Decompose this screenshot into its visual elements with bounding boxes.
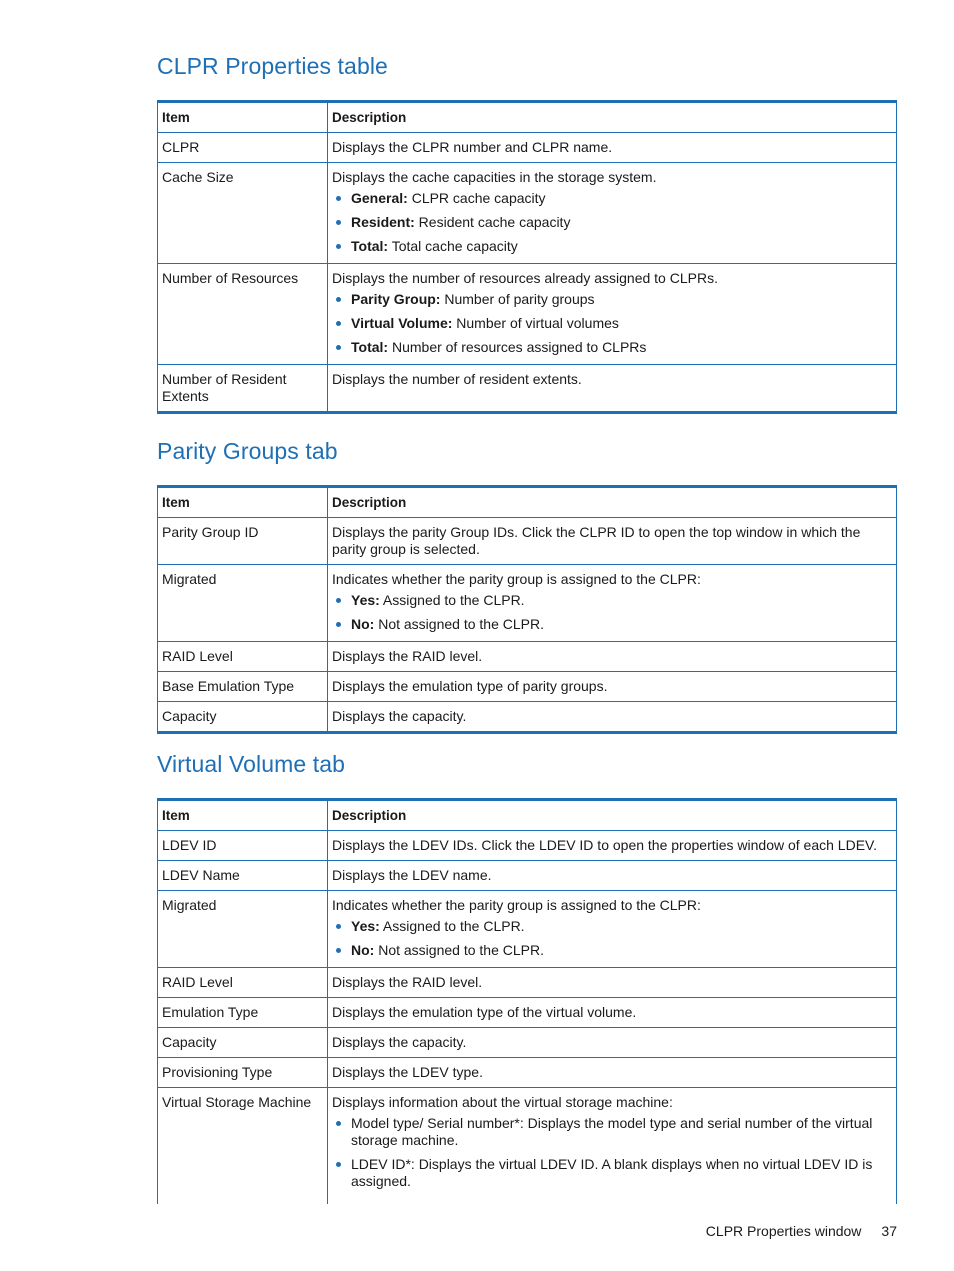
row-description: Displays the number of resident extents. (328, 365, 897, 413)
row-description (328, 1088, 897, 1205)
row-item: Capacity (158, 1028, 328, 1058)
list-item (351, 616, 892, 633)
bullet-term: General: (351, 190, 408, 206)
row-item: RAID Level (158, 968, 328, 998)
bullet-term: Yes: (351, 592, 380, 608)
row-description (328, 163, 897, 264)
table-row (158, 365, 897, 413)
row-description: Displays the RAID level. (328, 642, 897, 672)
row-description: Displays the emulation type of the virtual volume. (328, 998, 897, 1028)
clpr-properties-table (157, 100, 897, 414)
column-header-description: Description (328, 487, 897, 518)
list-item (351, 291, 892, 308)
row-item: Virtual Storage Machine (158, 1088, 328, 1205)
table-row (158, 518, 897, 565)
table-row (158, 133, 897, 163)
table-row (158, 968, 897, 998)
description-text: Indicates whether the parity group is assigned to the CLPR: (332, 897, 701, 913)
table-header-row (158, 800, 897, 831)
bullet-term: Virtual Volume: (351, 315, 453, 331)
bullet-text: Number of parity groups (440, 291, 595, 307)
list-item (351, 190, 892, 207)
table-row (158, 1058, 897, 1088)
row-item: CLPR (158, 133, 328, 163)
bullet-text: CLPR cache capacity (407, 190, 546, 206)
column-header-item: Item (158, 102, 328, 133)
bullet-term: Parity Group: (351, 291, 441, 307)
table-row (158, 1028, 897, 1058)
row-item: Parity Group ID (158, 518, 328, 565)
clpr-properties-heading: CLPR Properties table (157, 53, 388, 79)
row-item: Migrated (158, 565, 328, 642)
bullet-text: Resident cache capacity (414, 214, 571, 230)
bullet-text: Assigned to the CLPR. (379, 918, 525, 934)
row-description: Displays the CLPR number and CLPR name. (328, 133, 897, 163)
row-item: Number of Resident Extents (158, 365, 328, 413)
row-item: Cache Size (158, 163, 328, 264)
list-item: LDEV ID*: Displays the virtual LDEV ID. A blank displays when no virtual LDEV ID is assigned. (351, 1156, 892, 1190)
bullet-list (332, 1115, 892, 1190)
bullet-term: No: (351, 616, 375, 632)
list-item (351, 238, 892, 255)
row-description (328, 264, 897, 365)
row-description: Displays the capacity. (328, 1028, 897, 1058)
list-item: Model type/ Serial number*: Displays the model type and serial number of the virtual storage machine. (351, 1115, 892, 1149)
row-item: Capacity (158, 702, 328, 733)
bullet-term: Resident: (351, 214, 415, 230)
table-header-row (158, 102, 897, 133)
table-row (158, 163, 897, 264)
parity-groups-heading: Parity Groups tab (157, 438, 338, 464)
table-row (158, 831, 897, 861)
row-description: Displays the parity Group IDs. Click the CLPR ID to open the top window in which the parity group is selected. (328, 518, 897, 565)
bullet-list (332, 190, 892, 255)
bullet-list (332, 291, 892, 356)
list-item (351, 918, 892, 935)
virtual-volume-table (157, 798, 897, 1204)
list-item (351, 214, 892, 231)
column-header-item: Item (158, 487, 328, 518)
bullet-text: Assigned to the CLPR. (379, 592, 525, 608)
bullet-list (332, 592, 892, 633)
column-header-item: Item (158, 800, 328, 831)
bullet-text: Not assigned to the CLPR. (374, 616, 544, 632)
bullet-text: Not assigned to the CLPR. (374, 942, 544, 958)
row-item: Emulation Type (158, 998, 328, 1028)
row-description: Displays the capacity. (328, 702, 897, 733)
table-row (158, 672, 897, 702)
bullet-term: Total: (351, 339, 389, 355)
bullet-text: Number of virtual volumes (452, 315, 619, 331)
page-footer (686, 1223, 897, 1239)
table-row (158, 565, 897, 642)
table-header-row (158, 487, 897, 518)
description-text: Displays information about the virtual storage machine: (332, 1094, 673, 1110)
table-row (158, 998, 897, 1028)
description-text: Displays the number of resources already assigned to CLPRs. (332, 270, 718, 286)
bullet-text: Total cache capacity (388, 238, 518, 254)
table-row (158, 891, 897, 968)
bullet-term: Yes: (351, 918, 380, 934)
list-item (351, 592, 892, 609)
row-item: RAID Level (158, 642, 328, 672)
row-description (328, 891, 897, 968)
bullet-text: Number of resources assigned to CLPRs (388, 339, 647, 355)
bullet-term: Total: (351, 238, 389, 254)
description-text: Displays the cache capacities in the storage system. (332, 169, 657, 185)
column-header-description: Description (328, 102, 897, 133)
row-description: Displays the emulation type of parity groups. (328, 672, 897, 702)
virtual-volume-heading: Virtual Volume tab (157, 751, 346, 777)
table-row (158, 642, 897, 672)
footer-section-title: CLPR Properties window (705, 1223, 862, 1239)
table-row (158, 1088, 897, 1205)
bullet-list (332, 918, 892, 959)
bullet-term: No: (351, 942, 375, 958)
row-description (328, 565, 897, 642)
table-row (158, 702, 897, 733)
table-row (158, 264, 897, 365)
row-item: LDEV Name (158, 861, 328, 891)
list-item (351, 942, 892, 959)
parity-groups-table (157, 485, 897, 734)
row-description: Displays the LDEV IDs. Click the LDEV ID to open the properties window of each LDEV. (328, 831, 897, 861)
list-item (351, 315, 892, 332)
column-header-description: Description (328, 800, 897, 831)
description-text: Indicates whether the parity group is assigned to the CLPR: (332, 571, 701, 587)
row-item: Provisioning Type (158, 1058, 328, 1088)
row-description: Displays the LDEV name. (328, 861, 897, 891)
row-item: Migrated (158, 891, 328, 968)
table-row (158, 861, 897, 891)
row-description: Displays the LDEV type. (328, 1058, 897, 1088)
row-description: Displays the RAID level. (328, 968, 897, 998)
list-item (351, 339, 892, 356)
row-item: Number of Resources (158, 264, 328, 365)
row-item: LDEV ID (158, 831, 328, 861)
page-number: 37 (881, 1223, 897, 1239)
row-item: Base Emulation Type (158, 672, 328, 702)
